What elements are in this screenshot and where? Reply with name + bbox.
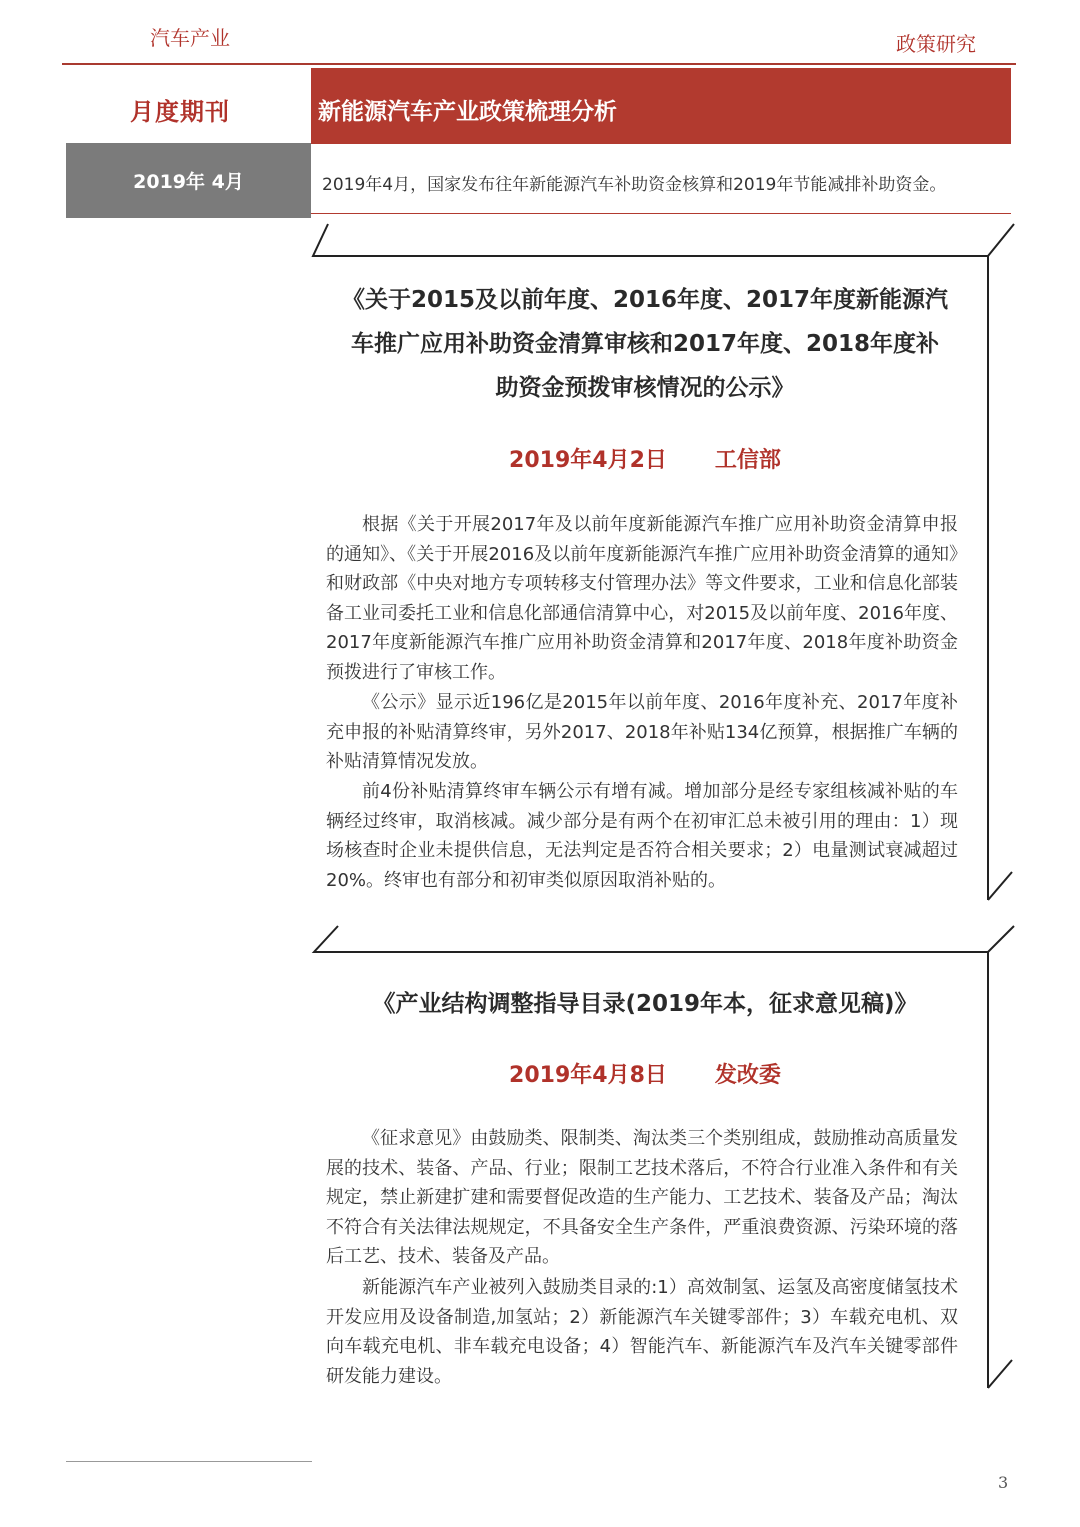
section-1-agency: 工信部 [714,448,781,473]
section-2-title [320,982,970,1026]
section-2-dateline [320,1053,970,1098]
section-1-paragraph: 《公示》显示近196亿是2015年以前年度、2016年度补充、2017年度补充申报的补贴清算终审，另外2017、2018年补贴134亿预算，根据推广车辆的补贴清算情况发放。 [326,692,958,772]
issue-date: 2019年 4月 [133,171,244,193]
header-category: 汽车产业 [150,26,230,50]
section-1-title-line: 车推广应用补助资金清算审核和2017年度、2018年度补 [350,331,940,357]
section-1-date: 2019年4月2日 [509,448,667,473]
section-1-paragraph: 根据《关于开展2017年及以前年度新能源汽车推广应用补助资金清算申报的通知》、《关于开展2016及以前年度新能源汽车推广应用补助资金清算的通知》和财政部《中央对地方专项转移支付管理办法》等文件要求，工业和信息化部装备工业司委托工业和信息化部通信清算中心，对2015及以前年度、2016年度、2017年度新能源汽车推广应用补助资金清算和2017年度、2018年度补助资金预拨进行了审核工作。 [326,514,958,683]
section-2-date: 2019年4月8日 [509,1063,667,1088]
section-2-title-line: 《产业结构调整指导目录(2019年本，征求意见稿)》 [372,991,918,1017]
section-1-title [320,278,970,410]
section-1-title-line: 助资金预拨审核情况的公示》 [495,375,795,401]
section-2-paragraph: 新能源汽车产业被列入鼓励类目录的:1）高效制氢、运氢及高密度储氢技术开发应用及设备制造,加氢站；2）新能源汽车关键零部件；3）车载充电机、双向车载充电机、非车载充电设备；4）智能汽车、新能源汽车及汽车关键零部件研发能力建设。 [326,1277,958,1387]
section-1-paragraph: 前4份补贴清算终审车辆公示有增有减。增加部分是经专家组核减补贴的车辆经过终审，取消核减。减少部分是有两个在初审汇总未被引用的理由：1）现场核查时企业未提供信息，无法判定是否符合相关要求；2）电量测试衰减超过20%。终审也有部分和初审类似原因取消补贴的。 [326,781,958,891]
monthly-label: 月度期刊 [130,98,230,126]
report-subtitle: 2019年4月，国家发布往年新能源汽车补助资金核算和2019年节能减排补助资金。 [322,175,947,195]
report-title: 新能源汽车产业政策梳理分析 [318,99,617,125]
section-1-title-line: 《关于2015及以前年度、2016年度、2017年度新能源汽 [341,287,949,313]
section-2-agency: 发改委 [714,1063,781,1088]
page-number: 3 [998,1473,1009,1492]
section-1-dateline [320,438,970,483]
header-section: 政策研究 [896,32,976,56]
section-2-paragraph: 《征求意见》由鼓励类、限制类、淘汰类三个类别组成，鼓励推动高质量发展的技术、装备、产品、行业；限制工艺技术落后，不符合行业准入条件和有关规定，禁止新建扩建和需要督促改造的生产能力、工艺技术、装备及产品；淘汰不符合有关法律法规规定，不具备安全生产条件，严重浪费资源、污染环境的落后工艺、技术、装备及产品。 [326,1128,958,1267]
footer-divider [66,1461,312,1462]
